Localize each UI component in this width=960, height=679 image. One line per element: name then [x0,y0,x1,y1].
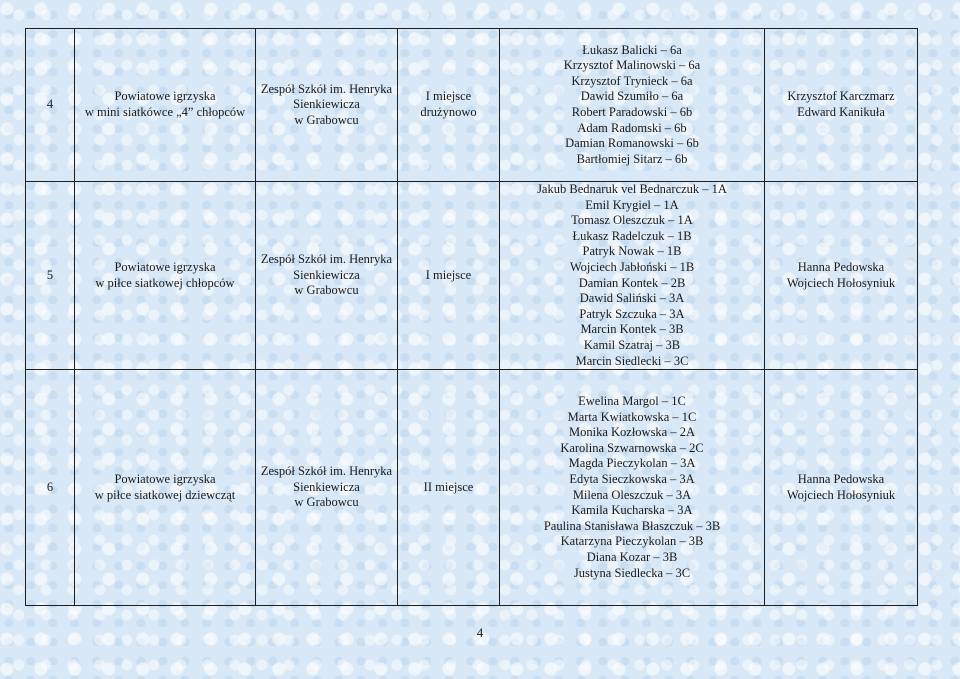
teachers-cell [765,370,918,606]
table-row [26,29,918,182]
teachers-cell [765,182,918,370]
participant-name: Jakub Bednaruk vel Bednarczuk – 1A [537,182,727,196]
event-cell [75,370,256,606]
participant-name: Diana Kozar – 3B [586,550,678,564]
place-cell [398,182,500,370]
participant-name: Kamil Szatraj – 3B [583,337,681,352]
participants-cell [500,182,765,370]
row-number: 6 [26,370,75,606]
school-cell [256,182,398,370]
school-line: Sienkiewicza [293,97,360,112]
participant-name: Edyta Sieczkowska – 3A [569,472,695,487]
school-line: Sienkiewicza [293,267,360,282]
school-line: Sienkiewicza [293,479,360,494]
place-line: I miejsce [425,89,472,104]
event-cell [75,29,256,182]
row-number: 5 [26,182,75,370]
school-cell [256,370,398,606]
school-cell [256,29,398,182]
participant-name: Damian Kontek – 2B [578,275,686,290]
teachers-cell [765,29,918,182]
school-line: w Grabowcu [294,495,359,510]
participant-name: Ewelina Margol – 1C [578,394,686,409]
participant-name: Łukasz Radelczuk – 1B [572,228,692,243]
place-line: drużynowo [420,105,477,119]
participant-name: Paulina Stanisława Błaszczuk – 3B [543,518,721,533]
participant-name: Marcin Siedlecki – 3C [575,353,689,368]
participant-name: Katarzyna Pieczykolan – 3B [560,534,704,549]
participants-cell [500,370,765,606]
participant-name: Dawid Saliński – 3A [579,291,685,306]
event-line: Powiatowe igrzyska [114,89,216,104]
participant-name: Bartłomiej Sitarz – 6b [576,151,688,166]
place-cell [398,370,500,606]
teacher-name: Wojciech Hołosyniuk [786,487,896,502]
school-line: Zespół Szkół im. Henryka [260,252,393,267]
event-line: Powiatowe igrzyska [114,472,216,487]
participants-cell [500,29,765,182]
event-cell [75,182,256,370]
participant-name: Łukasz Balicki – 6a [582,42,682,57]
participant-name: Robert Paradowski – 6b [571,105,693,119]
participant-name: Tomasz Oleszczuk – 1A [571,213,693,228]
row-number: 4 [26,29,75,182]
participant-name: Justyna Siedlecka – 3C [573,565,691,580]
teacher-name: Wojciech Hołosyniuk [786,275,896,290]
event-line: w piłce siatkowej dziewcząt [94,487,236,502]
participant-name: Marta Kwiatkowska – 1C [567,409,697,424]
participant-name: Krzysztof Malinowski – 6a [563,58,701,73]
participant-name: Milena Oleszczuk – 3A [572,487,692,502]
page-number: 4 [476,625,484,640]
table-row [26,182,918,370]
teacher-name: Krzysztof Karczmarz [787,89,895,104]
participant-name: Patryk Szczuka – 3A [579,306,685,321]
event-line: w mini siatkówce „4” chłopców [84,105,246,119]
teacher-name: Hanna Pedowska [797,259,885,274]
participant-name: Karolina Szwarnowska – 2C [560,440,704,455]
participant-name: Monika Kozłowska – 2A [568,425,696,440]
participant-name: Emil Krygiel – 1A [585,197,679,212]
table-row [26,370,918,606]
school-line: w Grabowcu [294,112,359,127]
teacher-name: Hanna Pedowska [797,472,885,487]
place-line: I miejsce [425,267,472,282]
participant-name: Kamila Kucharska – 3A [571,503,693,518]
participant-name: Magda Pieczykolan – 3A [568,456,696,471]
event-line: w piłce siatkowej chłopców [95,275,235,290]
participant-name: Damian Romanowski – 6b [565,136,699,151]
school-line: Zespół Szkół im. Henryka [260,464,393,479]
participant-name: Wojciech Jabłoński – 1B [569,259,695,274]
participant-name: Krzysztof Trynieck – 6a [571,73,693,88]
event-line: Powiatowe igrzyska [114,259,216,274]
school-line: w Grabowcu [294,283,359,298]
awards-table [25,28,918,606]
participant-name: Marcin Kontek – 3B [580,322,684,337]
place-line: II miejsce [423,479,474,494]
participant-name: Patryk Nowak – 1B [582,244,682,259]
participant-name: Adam Radomski – 6b [577,120,687,135]
school-line: Zespół Szkół im. Henryka [260,81,393,96]
participant-name: Dawid Szumiło – 6a [580,89,684,104]
teacher-name: Edward Kanikuła [797,105,885,119]
place-cell [398,29,500,182]
